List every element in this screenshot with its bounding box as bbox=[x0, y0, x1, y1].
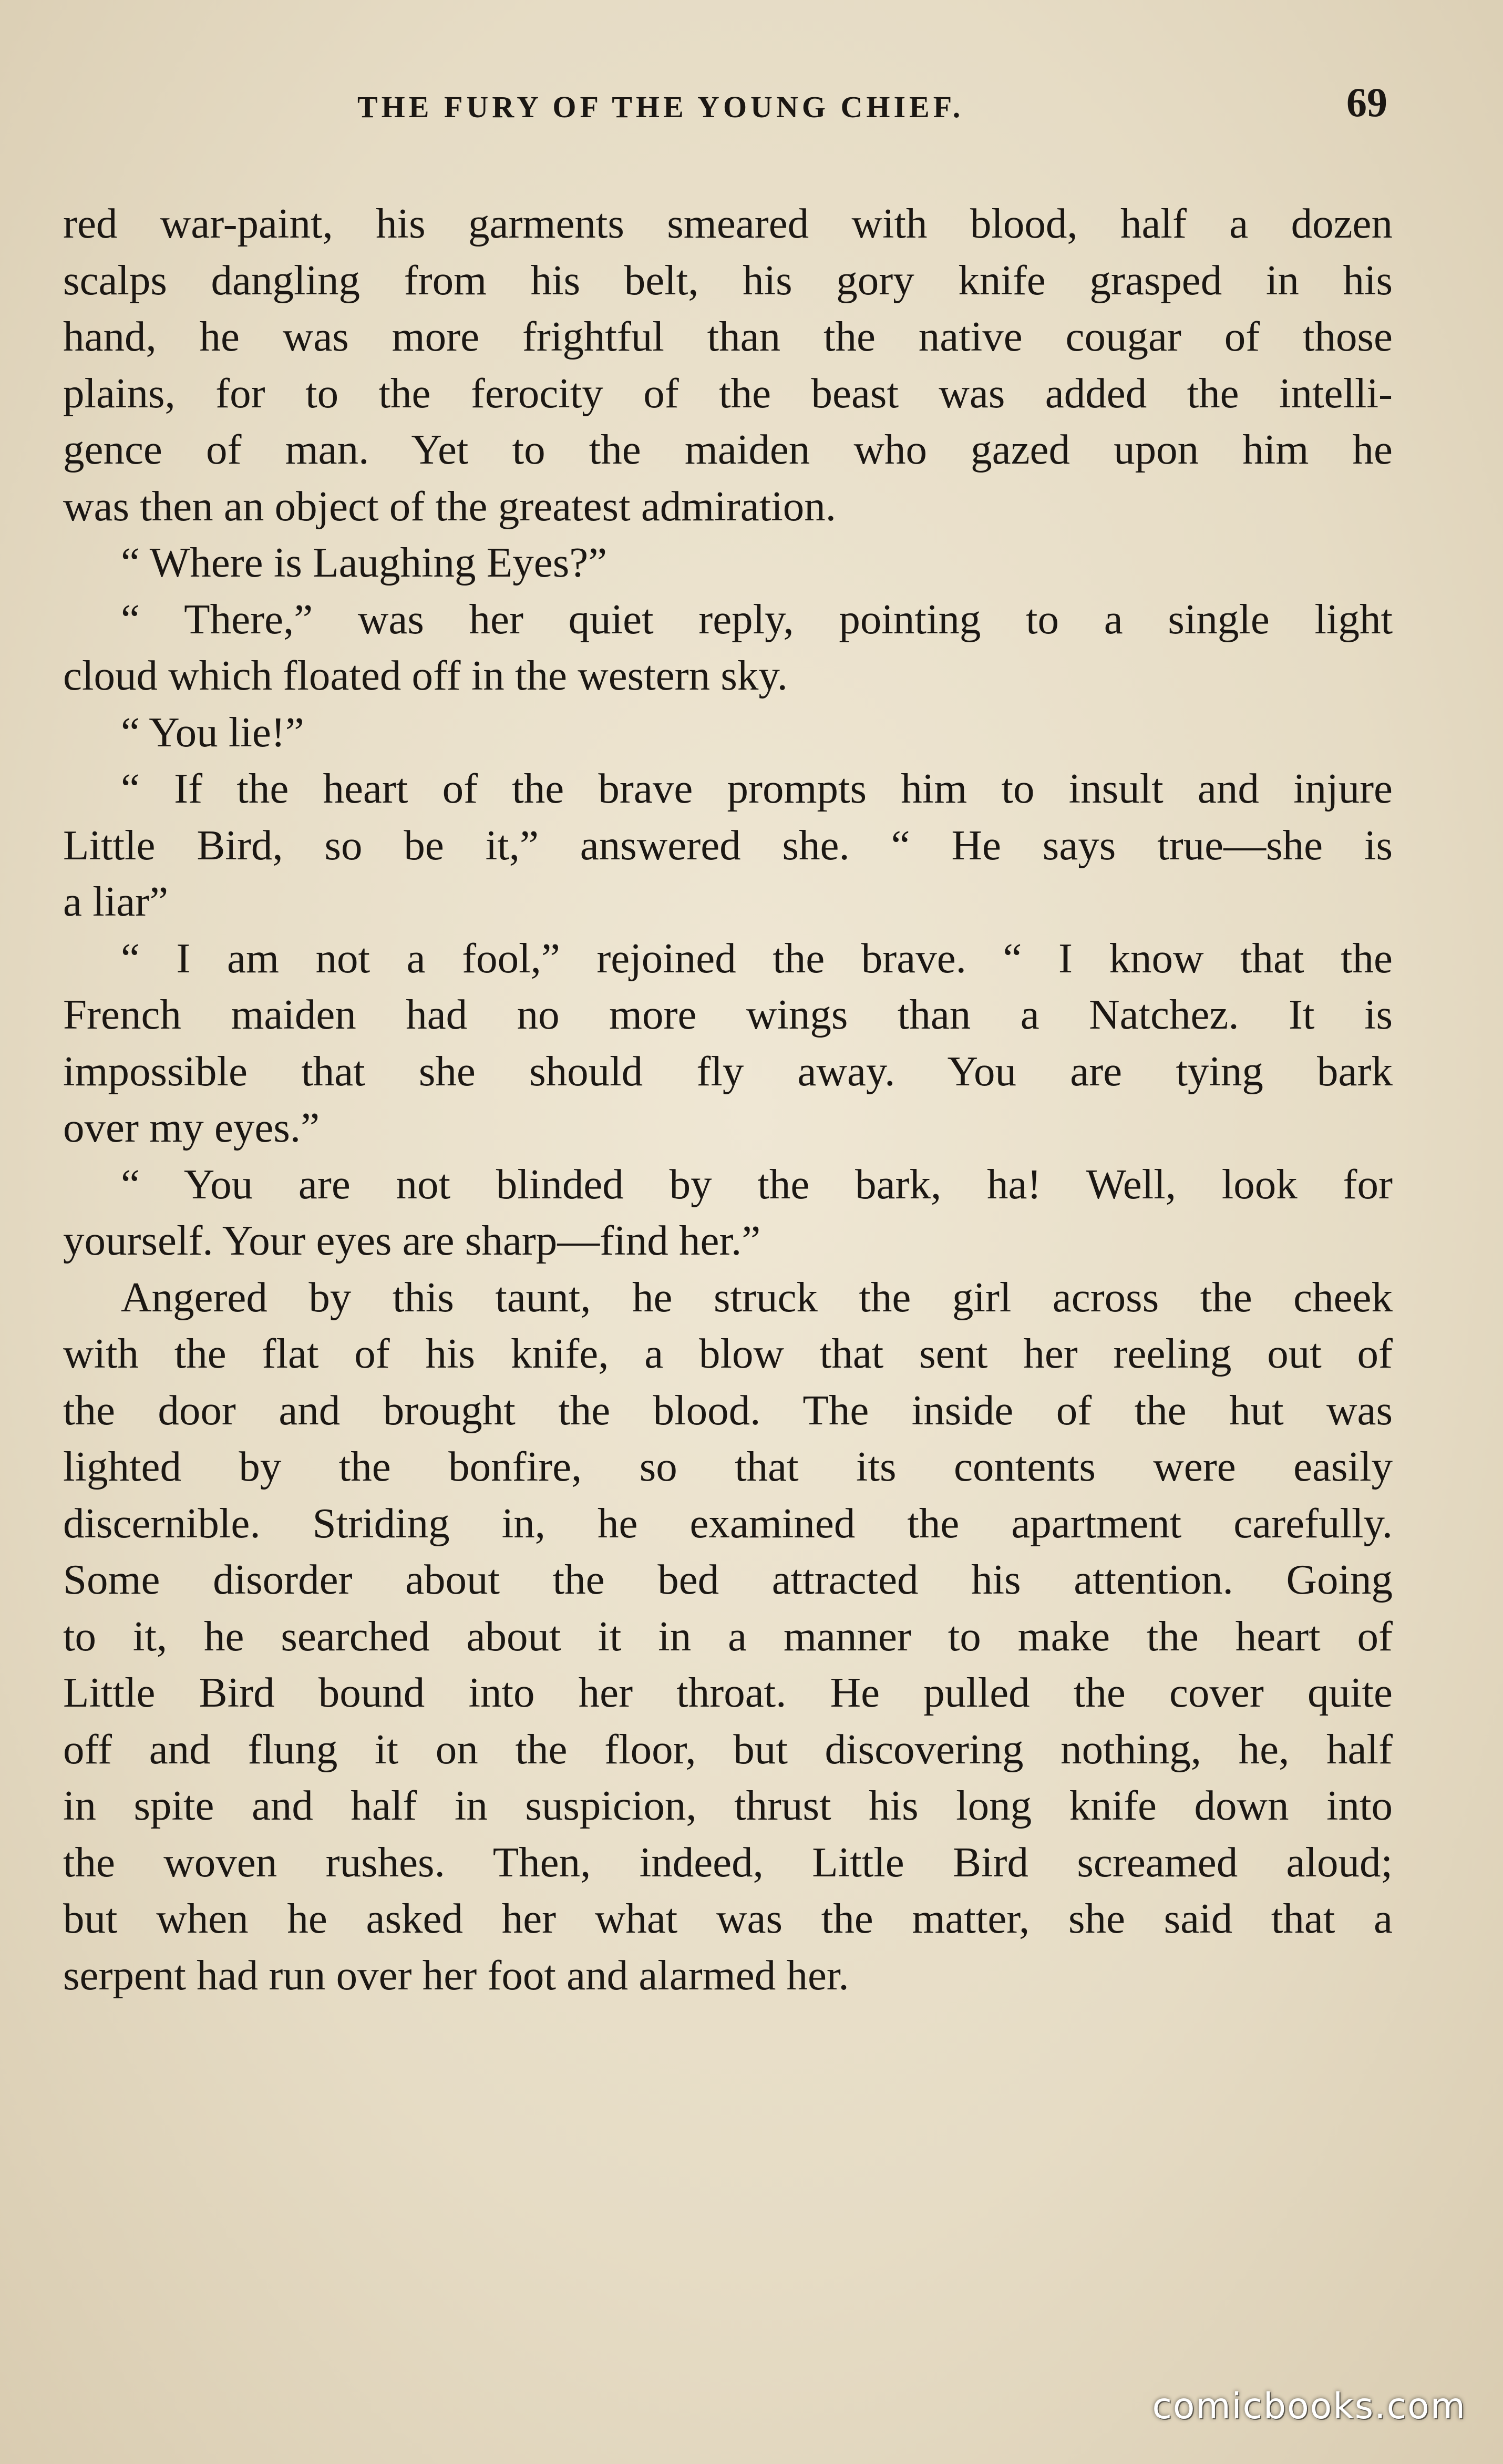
text-line: but when he asked her what was the matter, she said that a bbox=[63, 1895, 1393, 1942]
text-line: serpent had run over her foot and alarmed her. bbox=[63, 1951, 849, 1999]
text-line: Little Bird bound into her throat. He pulled the cover quite bbox=[63, 1669, 1393, 1716]
text-line: plains, for to the ferocity of the beast was added the intelli- bbox=[63, 369, 1393, 417]
page-header bbox=[63, 79, 1398, 142]
text-line: to it, he searched about it in a manner to make the heart of bbox=[63, 1612, 1393, 1660]
text-line: Little Bird, so be it,” answered she. “ He says true—she is bbox=[63, 821, 1393, 869]
watermark: comicbooks.com bbox=[1152, 2386, 1466, 2427]
text-line: impossible that she should fly away. You are tying bark bbox=[63, 1047, 1393, 1095]
text-line: “ You lie!” bbox=[121, 708, 304, 756]
text-line: in spite and half in suspicion, thrust his long knife down into bbox=[63, 1782, 1393, 1829]
text-line: hand, he was more frightful than the native cougar of those bbox=[63, 313, 1393, 360]
text-line: the door and brought the blood. The inside of the hut was bbox=[63, 1386, 1393, 1434]
text-line: was then an object of the greatest admiration. bbox=[63, 482, 836, 530]
text-line: lighted by the bonfire, so that its contents were easily bbox=[63, 1443, 1393, 1490]
text-line: with the flat of his knife, a blow that sent her reeling out of bbox=[63, 1330, 1393, 1377]
text-line: “ If the heart of the brave prompts him to insult and injure bbox=[121, 765, 1393, 812]
text-line: Some disorder about the bed attracted his attention. Going bbox=[63, 1556, 1393, 1603]
page-number: 69 bbox=[1346, 79, 1387, 125]
text-line: scalps dangling from his belt, his gory knife grasped in his bbox=[63, 256, 1393, 304]
text-line: red war-paint, his garments smeared with blood, half a dozen bbox=[63, 200, 1393, 247]
text-line: French maiden had no more wings than a Natchez. It is bbox=[63, 991, 1393, 1038]
text-line: yourself. Your eyes are sharp—find her.” bbox=[63, 1217, 761, 1264]
text-line: “ Where is Laughing Eyes?” bbox=[121, 539, 608, 586]
body-text bbox=[63, 196, 1393, 2004]
text-line: a liar” bbox=[63, 878, 169, 925]
text-line: off and flung it on the floor, but discovering nothing, he, half bbox=[63, 1725, 1393, 1773]
text-line: discernible. Striding in, he examined the apartment carefully. bbox=[63, 1499, 1393, 1547]
running-head: THE FURY OF THE YOUNG CHIEF. bbox=[357, 90, 964, 124]
text-line: over my eyes.” bbox=[63, 1104, 320, 1151]
text-line: Angered by this taunt, he struck the girl across the cheek bbox=[121, 1273, 1393, 1321]
text-line: cloud which floated off in the western sky. bbox=[63, 652, 788, 699]
text-line: “ I am not a fool,” rejoined the brave. “ I know that the bbox=[121, 934, 1393, 982]
text-line: “ There,” was her quiet reply, pointing to a single light bbox=[121, 595, 1393, 643]
text-line: the woven rushes. Then, indeed, Little Bird screamed aloud; bbox=[63, 1838, 1393, 1886]
text-line: “ You are not blinded by the bark, ha! Well, look for bbox=[121, 1160, 1393, 1208]
text-line: gence of man. Yet to the maiden who gazed upon him he bbox=[63, 426, 1393, 473]
